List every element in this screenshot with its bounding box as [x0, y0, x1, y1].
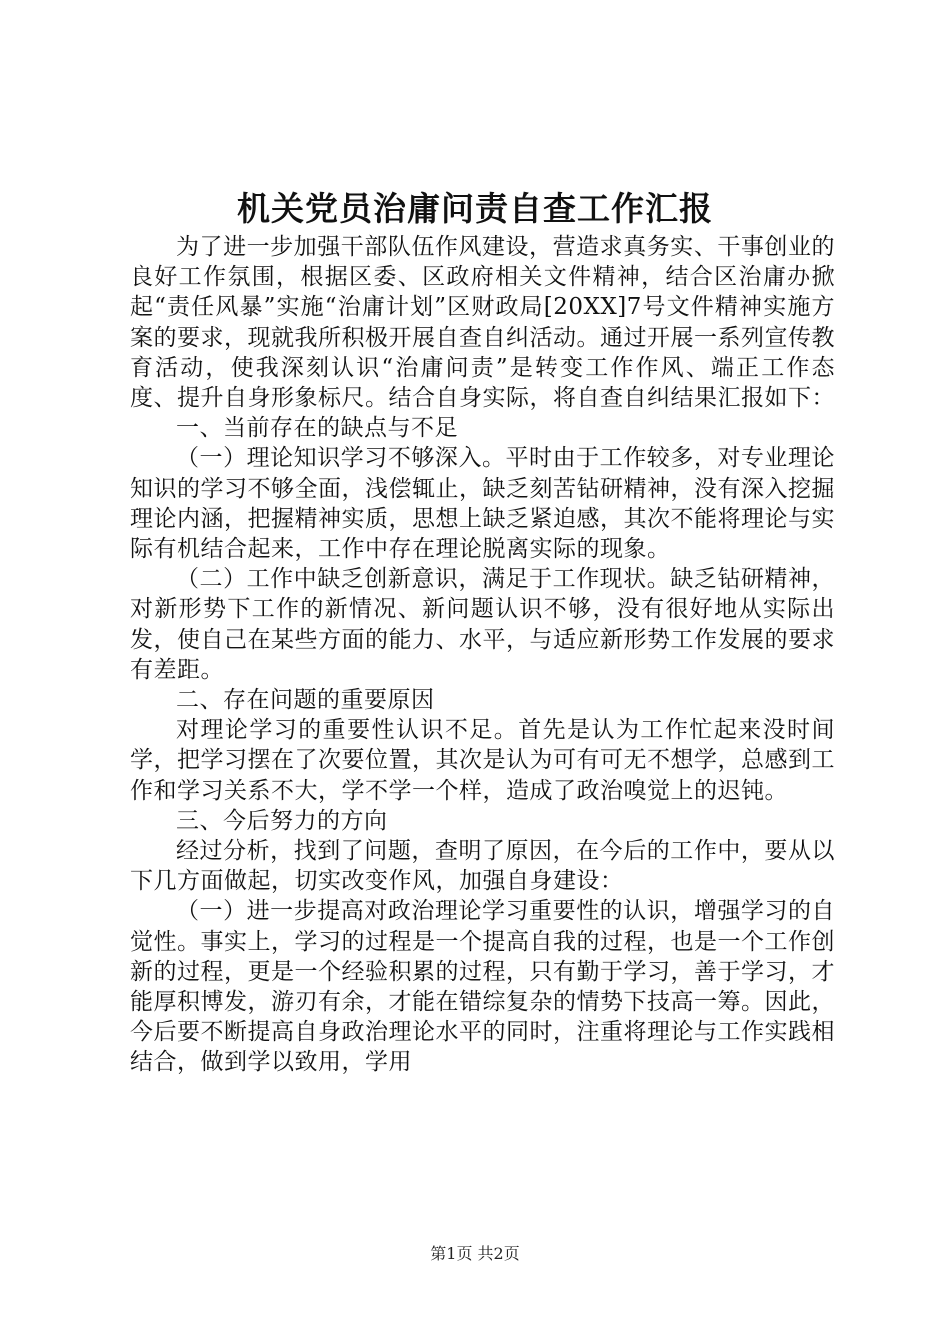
- paragraph-shortcoming-1: （一）理论知识学习不够深入。平时由于工作较多，对专业理论知识的学习不够全面，浅偿辄止，缺乏刻苦钻研精神，没有深入挖掘理论内涵，把握精神实质，思想上缺乏紧迫感，其次不能将理论与实际有机结合起来，工作中存在理论脱离实际的现象。: [130, 445, 835, 563]
- paragraph-cause: 对理论学习的重要性认识不足。首先是认为工作忙起来没时间学，把学习摆在了次要位置，其次是认为可有可无不想学，总感到工作和学习关系不大，学不学一个样，造成了政治嗅觉上的迟钝。: [130, 717, 835, 804]
- paragraph-direction-1: （一）进一步提高对政治理论学习重要性的认识，增强学习的自觉性。事实上，学习的过程是一个提高自我的过程，也是一个工作创新的过程，更是一个经验积累的过程，只有勤于学习，善于学习，才能厚积博发，游刃有余，才能在错综复杂的情势下技高一筹。因此，今后要不断提高自身政治理论水平的同时，注重将理论与工作实践相结合，做到学以致用，学用: [130, 898, 835, 1076]
- paragraph-shortcoming-2: （二）工作中缺乏创新意识，满足于工作现状。缺乏钻研精神，对新形势下工作的新情况、新问题认识不够，没有很好地从实际出发，使自己在某些方面的能力、水平，与适应新形势工作发展的要求有差距。: [130, 566, 835, 683]
- intro-paragraph: 为了进一步加强干部队伍作风建设，营造求真务实、干事创业的良好工作氛围，根据区委、区政府相关文件精神，结合区治庸办掀起“责任风暴”实施“治庸计划”区财政局[20XX]7号文件精神实施方案的要求，现就我所积极开展自查自纠活动。通过开展一系列宣传教育活动，使我深刻认识“治庸问责”是转变工作作风、端正工作态度、提升自身形象标尺。结合自身实际，将自查自纠结果汇报如下：: [130, 234, 835, 412]
- paragraph-direction-intro: 经过分析，找到了问题，查明了原因，在今后的工作中，要从以下几方面做起，切实改变作风，加强自身建设：: [130, 838, 835, 895]
- section-heading-3: 三、今后努力的方向: [176, 807, 388, 834]
- section-heading-2: 二、存在问题的重要原因: [176, 687, 435, 714]
- section-heading-1: 一、当前存在的缺点与不足: [176, 415, 458, 442]
- document-title: 机关党员治庸问责自查工作汇报: [237, 189, 713, 228]
- document-body: [130, 232, 835, 1078]
- page-footer: 第1页 共2页: [430, 1244, 520, 1263]
